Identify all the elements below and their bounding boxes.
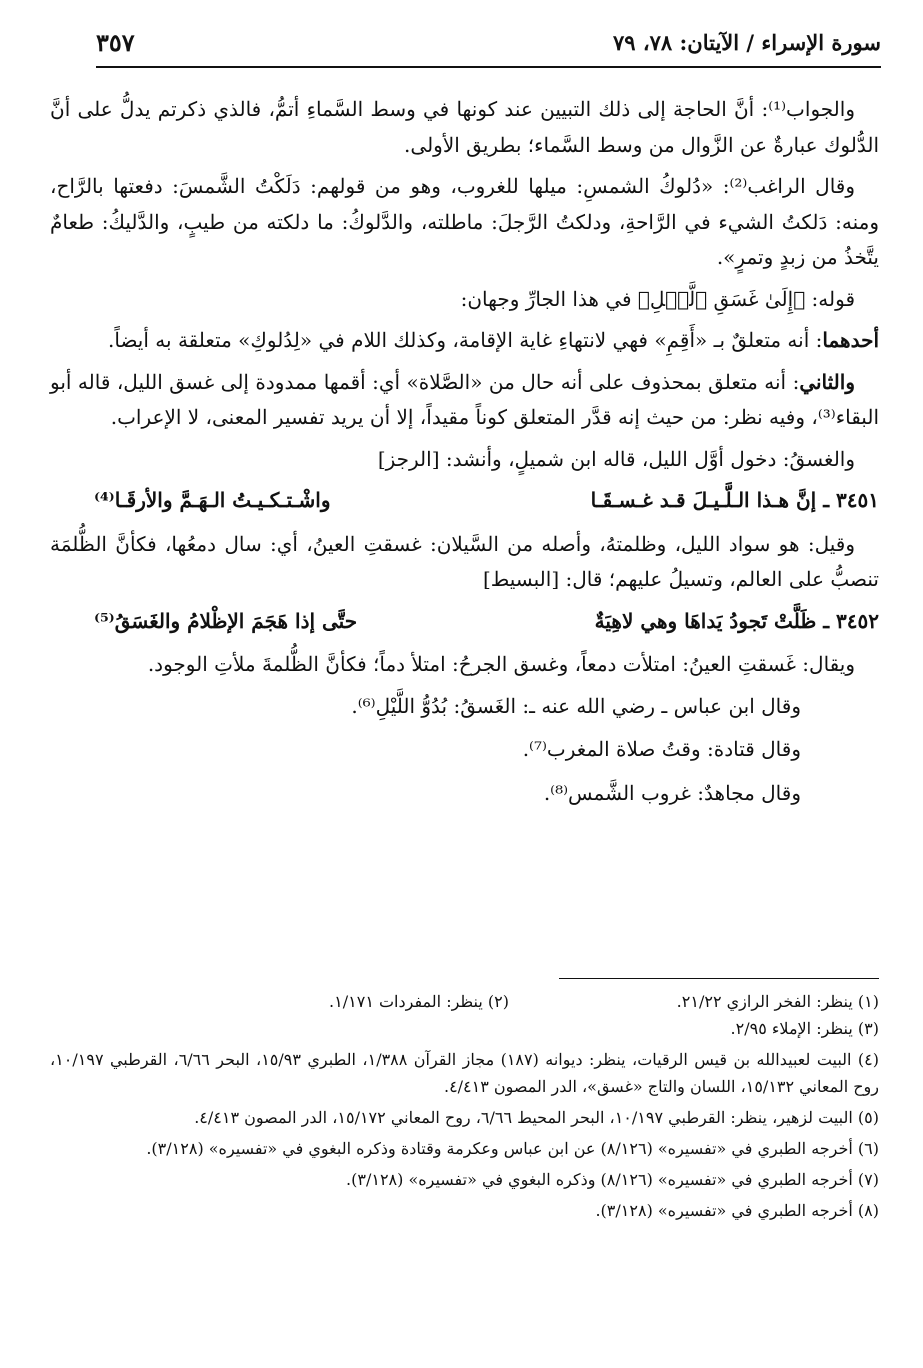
paragraph-mujahid: وقال مجاهدٌ: غروب الشَّمس⁽⁸⁾. xyxy=(543,780,801,805)
footnote-row xyxy=(50,988,879,1015)
first-aspect-text: : أنه متعلقٌ بـ «أَقِمِ» فهي لانتهاءِ غاية الإقامة، وكذلك اللام في «لِدُلوكِ» متعلقة به أيضاً. xyxy=(108,328,823,352)
paragraph-second-aspect xyxy=(50,365,879,436)
verse-hemistich-second: واشْـتـكـيـتُ الـهَـمَّ والأرقَـا⁽⁴⁾ xyxy=(94,488,331,512)
footnote-1: (١) ينظر: الفخر الرازي ٢١/٢٢. xyxy=(676,992,879,1011)
poetry-verse-3451 xyxy=(50,483,879,519)
footnotes xyxy=(50,988,879,1228)
paragraph-first-aspect xyxy=(50,323,879,359)
first-aspect-label: أحدهما xyxy=(822,328,879,352)
page-header xyxy=(96,26,881,68)
paragraph-verse-quote: قوله: ﴿إِلَىٰ غَسَقِ ٱلَّيۡلِ﴾ في هذا الجارِّ وجهان: xyxy=(460,286,855,311)
verse-hemistich-first: ٣٤٥٢ ـ ظَلَّتْ تَجودُ يَداهَا وهي لاهِيَةٌ xyxy=(594,608,879,633)
paragraph-sawad: وقيل: هو سواد الليل، وظلمتهُ، وأصله من السَّيلان: غسقتِ العينُ، أي: سال دمعُها، فكأنَّ الظُّلمَة تنصبُّ على العالم، وتسيلُ عليهم؛ قال: [البسيط] xyxy=(50,531,879,591)
footnote-8: (٨) أخرجه الطبري في «تفسيره» (٣/١٢٨). xyxy=(595,1201,879,1220)
second-aspect-label: والثاني xyxy=(799,369,855,394)
surah-title: سورة الإسراء / الآيتان: ٧٨، ٧٩ xyxy=(613,30,881,55)
footnote-separator xyxy=(559,978,879,979)
poetry-verse-3452 xyxy=(50,604,879,640)
footnote-3: (٣) ينظر: الإملاء ٢/٩٥. xyxy=(730,1019,879,1038)
page-number: ٣٥٧ xyxy=(96,28,135,57)
verse-hemistich-first: ٣٤٥١ ـ إنَّ هـذا الـلَّـيـلَ قـد غـسـقَـا xyxy=(590,488,879,512)
paragraph-answer: والجواب⁽¹⁾: أنَّ الحاجة إلى ذلك التبيين عند كونها في وسط السَّماءِ أتمُّ، فالذي ذكرتم يدلُّ على أنَّ الدُّلوك عبارةٌ عن الزَّوال من وسط السَّماء؛ بطريق الأولى. xyxy=(50,97,879,157)
paragraph-ghasaq: والغسقُ: دخول أوَّل الليل، قاله ابن شميلٍ، وأنشد: [الرجز] xyxy=(377,446,855,471)
paragraph-qatada: وقال قتادة: وقتُ صلاة المغرب⁽⁷⁾. xyxy=(522,737,801,761)
verse-hemistich-second: حتَّى إذا هَجَمَ الإظْلامُ والغَسَقُ⁽⁵⁾ xyxy=(94,608,358,633)
footnote-5: (٥) البيت لزهير، ينظر: القرطبي ١٠/١٩٧، البحر المحيط ٦/٦٦، روح المعاني ١٥/١٧٢، الدر المصون ٤/٤١٣. xyxy=(194,1108,879,1127)
footnote-7: (٧) أخرجه الطبري في «تفسيره» (٨/١٢٦) وذكره البغوي في «تفسيره» (٣/١٢٨). xyxy=(346,1170,879,1189)
paragraph-yuqal: ويقال: غَسقتِ العينُ: امتلأت دمعاً، وغسق الجرحُ: امتلأ دماً؛ فكأنَّ الظُّلمةَ ملأتِ الوجود. xyxy=(147,652,855,676)
footnote-2: (٢) ينظر: المفردات ١/١٧١. xyxy=(329,992,509,1011)
paragraph-ibn-abbas: وقال ابن عباس ـ رضي الله عنه ـ: الغَسقُ: بُدُوُّ اللَّيْلِ⁽⁶⁾. xyxy=(351,693,801,718)
main-text xyxy=(50,92,879,819)
footnote-4: (٤) البيت لعبيدالله بن قيس الرقيات، ينظر: ديوانه (١٨٧) مجاز القرآن ١/٣٨٨، الطبري ١٥/٩٣، البحر ٦/٦٦، القرطبي ١٠/١٩٧، روح المعاني ١٥/١٣٢، اللسان والتاج «غسق»، الدر المصون ٤/٤١٣. xyxy=(50,1050,880,1096)
paragraph-raghib: وقال الراغب⁽²⁾: «دُلوكُ الشمسِ: ميلها للغروب، وهو من قولهم: دَلَكْتُ الشَّمسَ: دفعتها بالرَّاح، ومنه: دَلكتُ الشيء في الرَّاحةِ، ودلكتُ الرَّجلَ: ماطلته، والدَّلوكُ: ما دلكته من طيبٍ، والدَّليكُ: طعامٌ يتَّخذُ من زبدٍ وتمرٍ». xyxy=(50,174,879,269)
footnote-6: (٦) أخرجه الطبري في «تفسيره» (٨/١٢٦) عن ابن عباس وعكرمة وقتادة وذكره البغوي في «تفسيره» (٣/١٢٨). xyxy=(146,1139,879,1158)
second-aspect-text: : أنه متعلق بمحذوف على أنه حال من «الصَّلاة» أي: أقمها ممدودة إلى غسق الليل، قاله أبو البقاء⁽³⁾، وفيه نظر: من حيث إنه قدَّر المتعلق كوناً مقيداً، إلا أن يريد تفسير المعنى، لا الإعراب. xyxy=(50,369,879,429)
